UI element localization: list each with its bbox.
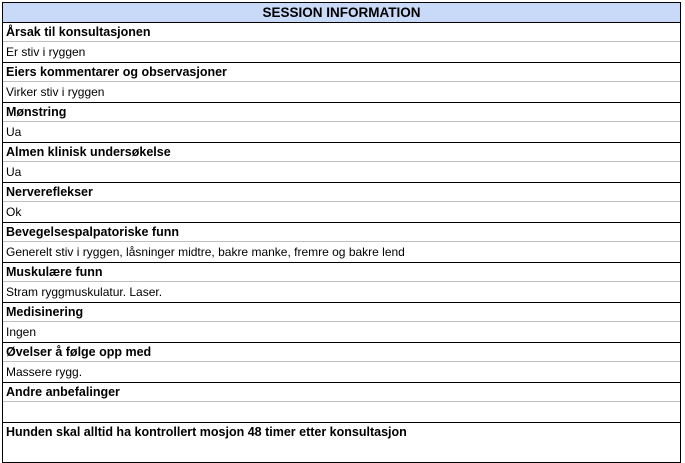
section-muscular-findings <box>3 263 680 303</box>
motion-palpation-label: Bevegelsespalpatoriske funn <box>3 223 680 242</box>
section-follow-up-exercises <box>3 343 680 383</box>
session-information-table <box>2 2 681 463</box>
reason-label: Årsak til konsultasjonen <box>3 23 680 42</box>
owner-comments-value: Virker stiv i ryggen <box>6 85 105 99</box>
section-other-recommendations <box>3 383 680 423</box>
other-recommendations-label: Andre anbefalinger <box>3 383 680 402</box>
nerve-reflexes-label: Nervereflekser <box>3 183 680 202</box>
gait-inspection-label: Mønstring <box>3 103 680 122</box>
medication-label: Medisinering <box>3 303 680 322</box>
section-owner-comments <box>3 63 680 103</box>
exercises-label: Øvelser å følge opp med <box>3 343 680 362</box>
section-motion-palpation-findings <box>3 223 680 263</box>
exercise-note-text: Hunden skal alltid ha kontrollert mosjon 48 timer etter konsultasjon <box>6 425 407 439</box>
reason-value: Er stiv i ryggen <box>6 45 86 59</box>
clinical-exam-label: Almen klinisk undersøkelse <box>3 143 680 162</box>
section-medication <box>3 303 680 343</box>
section-general-clinical-exam <box>3 143 680 183</box>
medication-value: Ingen <box>6 325 37 339</box>
owner-comments-label: Eiers kommentarer og observasjoner <box>3 63 680 82</box>
motion-palpation-value: Generelt stiv i ryggen, låsninger midtre, bakre manke, fremre og bakre lend <box>6 245 405 259</box>
nerve-reflexes-value: Ok <box>6 205 22 219</box>
clinical-exam-value: Ua <box>6 165 22 179</box>
section-gait-inspection <box>3 103 680 143</box>
section-reason-for-consultation <box>3 23 680 63</box>
session-information-header: SESSION INFORMATION <box>3 3 680 23</box>
section-nerve-reflexes <box>3 183 680 223</box>
other-recommendations-value <box>3 402 680 422</box>
exercises-value: Massere rygg. <box>6 365 83 379</box>
muscular-findings-label: Muskulære funn <box>3 263 680 282</box>
section-exercise-note <box>3 423 680 462</box>
gait-inspection-value: Ua <box>6 125 22 139</box>
muscular-findings-value: Stram ryggmuskulatur. Laser. <box>6 285 163 299</box>
